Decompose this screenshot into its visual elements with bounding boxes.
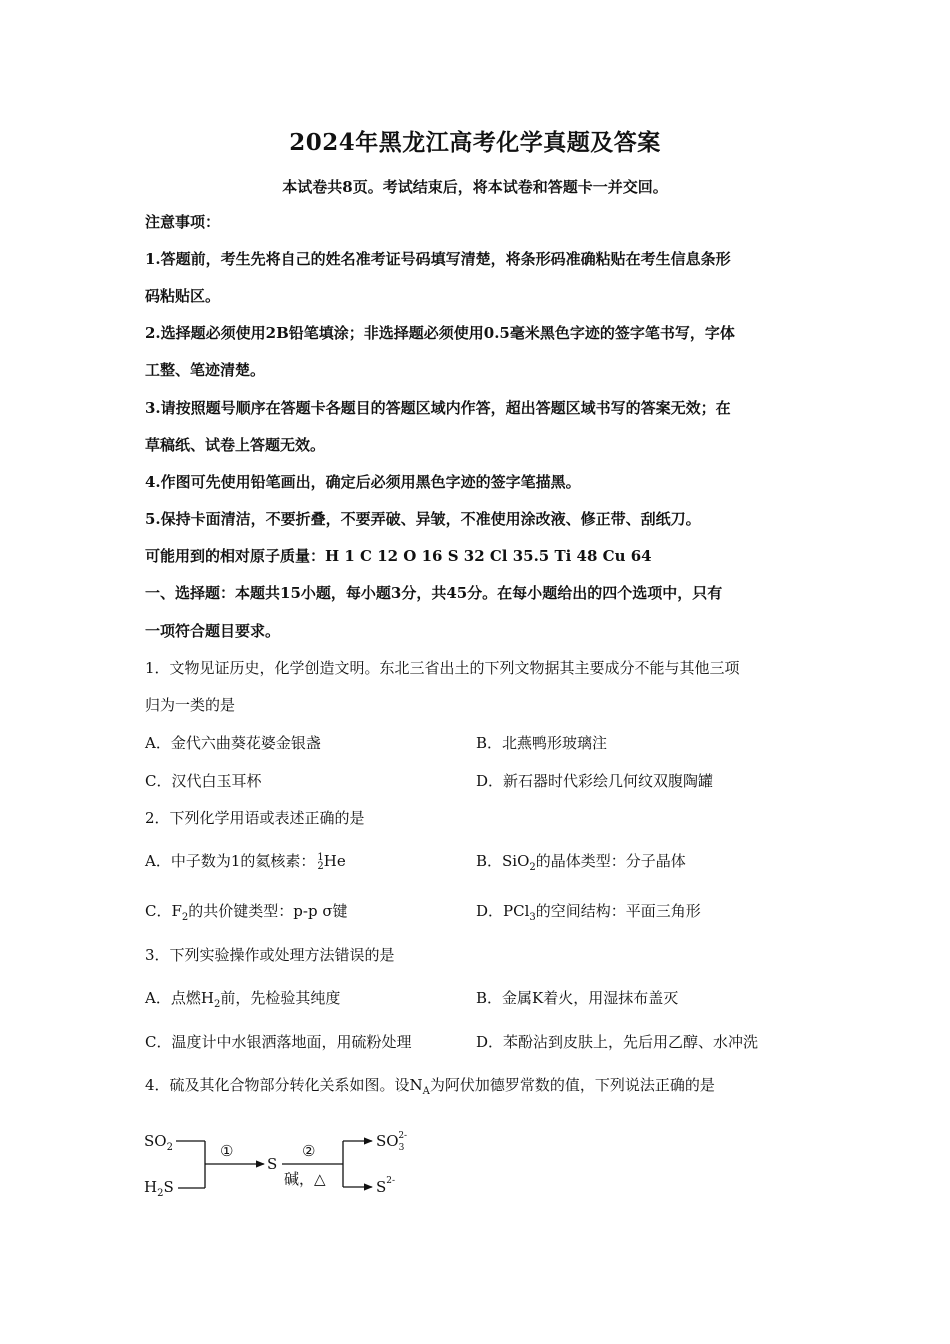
diagram-step-2: ② [302, 1142, 316, 1160]
diagram-step-1: ① [220, 1142, 234, 1160]
q2-formula-f2: F [171, 902, 182, 920]
q2-element: He [323, 852, 346, 870]
q3-option-a [145, 987, 340, 1016]
section-1-line-1: 一、选择题：本题共15小题，每小题3分，共45分。在每小题给出的四个选项中，只有 [145, 584, 723, 602]
page-title: 2024年黑龙江高考化学真题及答案 [289, 129, 661, 156]
q1-option-b: B．北燕鸭形玻璃注 [476, 734, 608, 752]
q3-option-a-label: A．点燃 [145, 989, 201, 1007]
q3-formula-h2: H [200, 989, 214, 1007]
note-1-line-1: 1.答题前，考生先将自己的姓名准考证号码填写清楚，将条形码准确粘贴在考生信息条形 [145, 250, 731, 268]
q2-formula-pcl3: PCl [503, 902, 530, 920]
q4-stem-text: 4．硫及其化合物部分转化关系如图。设 [145, 1076, 410, 1094]
q2-option-c-label: C． [145, 902, 172, 920]
q1-option-a: A．金代六曲葵花婆金银盏 [145, 734, 321, 752]
q4-avogadro-symbol: N [409, 1076, 423, 1094]
q2-option-d-text: 的空间结构：平面三角形 [535, 902, 701, 920]
section-1-line-2: 一项符合题目要求。 [145, 622, 281, 640]
q2-option-b-text: 的晶体类型：分子晶体 [535, 852, 686, 870]
diagram-sulfur: S [267, 1155, 278, 1173]
notes-heading: 注意事项： [145, 213, 221, 231]
q2-formula-sio2-sub: 2 [529, 862, 536, 873]
q4-stem [145, 1074, 715, 1103]
diagram-condition: 碱，△ [284, 1170, 326, 1188]
note-3-line-1: 3.请按照题号顺序在答题卡各题目的答题区域内作答，超出答题区域书写的答案无效；在 [145, 399, 731, 417]
q2-option-a [145, 850, 346, 872]
page-subtitle: 本试卷共8页。考试结束后，将本试卷和答题卡一并交回。 [282, 178, 668, 196]
atomic-mass-line: 可能用到的相对原子质量：H 1 C 12 O 16 S 32 Cl 35.5 Ti 48 Cu 64 [145, 547, 652, 565]
q2-mass-number: 1 [317, 852, 324, 863]
diagram-h2s: $H_2S$ [144, 1178, 174, 1199]
q2-option-a-text: A．中子数为1的氦核素： [145, 852, 316, 870]
q4-avogadro-sub: A [422, 1086, 430, 1097]
q4-stem-text-2: 为阿伏加德罗常数的值，下列说法正确的是 [429, 1076, 715, 1094]
q2-option-b [476, 850, 686, 879]
note-3-line-2: 草稿纸、试卷上答题无效。 [145, 436, 326, 454]
diagram-sulfite: $SO_32-$ [376, 1131, 408, 1153]
q2-formula-sio2: SiO [502, 852, 530, 870]
diagram-so2: $SO_2$ [144, 1132, 173, 1153]
note-4: 4.作图可先使用铅笔画出，确定后必须用黑色字迹的签字笔描黑。 [145, 473, 581, 491]
note-1-line-2: 码粘贴区。 [145, 287, 221, 305]
q3-option-c: C．温度计中水银洒落地面，用硫粉处理 [145, 1033, 412, 1051]
q3-option-d: D．苯酚沾到皮肤上，先后用乙醇、水冲洗 [476, 1033, 759, 1051]
q2-formula-pcl3-sub: 3 [529, 912, 536, 923]
q3-option-b: B．金属K着火，用湿抹布盖灭 [476, 989, 679, 1007]
note-2-line-1: 2.选择题必须使用2B铅笔填涂；非选择题必须使用0.5毫米黑色字迹的签字笔书写，字体 [145, 324, 735, 342]
q1-option-d: D．新石器时代彩绘几何纹双腹陶罐 [476, 772, 714, 790]
q3-formula-h2-sub: 2 [213, 999, 221, 1010]
q1-stem-line-1: 1．文物见证历史，化学创造文明。东北三省出土的下列文物据其主要成分不能与其他三项 [145, 659, 740, 677]
q2-atomic-number: 2 [317, 861, 324, 872]
q1-stem-line-2: 归为一类的是 [145, 696, 236, 714]
q1-option-c: C．汉代白玉耳杯 [145, 772, 262, 790]
q2-option-d [476, 900, 701, 929]
q3-stem: 3．下列实验操作或处理方法错误的是 [145, 946, 395, 964]
q2-option-d-label: D． [476, 902, 504, 920]
q2-option-c-text: 的共价键类型：p-p σ键 [188, 902, 348, 920]
note-2-line-2: 工整、笔迹清楚。 [145, 361, 266, 379]
note-5: 5.保持卡面清洁，不要折叠，不要弄破、异皱，不准使用涂改液、修正带、刮纸刀。 [145, 510, 701, 528]
q2-option-c [145, 900, 348, 929]
diagram-sulfide: $S^{2-}$ [376, 1176, 396, 1196]
sulfur-conversion-diagram [140, 1118, 420, 1208]
q3-option-a-text: 前，先检验其纯度 [220, 989, 341, 1007]
q2-option-b-label: B． [476, 852, 503, 870]
q2-stem: 2．下列化学用语或表述正确的是 [145, 809, 365, 827]
q2-formula-f2-sub: 2 [181, 912, 189, 923]
